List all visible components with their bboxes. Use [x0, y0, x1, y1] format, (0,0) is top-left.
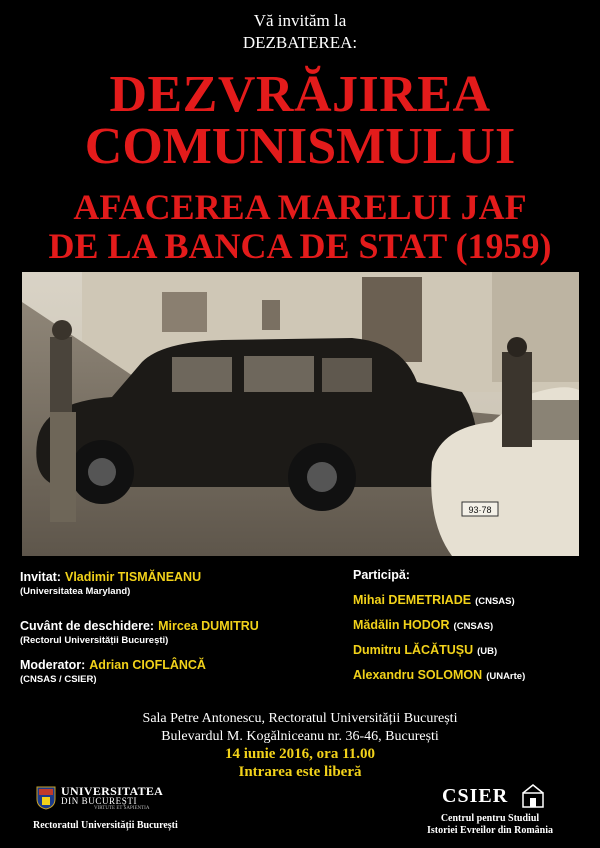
opening-name: Mircea DUMITRU [158, 619, 259, 633]
participant-item [353, 616, 525, 634]
csier-logo [440, 783, 550, 813]
participants-label: Participă: [353, 568, 410, 582]
university-motto: VIRTUTE ET SAPIENTIA [94, 806, 150, 811]
participant-affiliation: (CNSAS) [475, 596, 515, 607]
participant-name: Alexandru SOLOMON [353, 668, 483, 682]
subtitle-line-1: AFACEREA MARELUI JAF [73, 187, 527, 227]
venue-line-1: Sala Petre Antonescu, Rectoratul Universității București [142, 711, 458, 726]
venue-line-2: Bulevardul M. Kogălniceanu nr. 36-46, București [161, 729, 439, 744]
participant-name: Mădălin HODOR [353, 618, 450, 632]
main-title-line-1: DEZVRĂJIREA [109, 66, 491, 123]
university-name-1: UNIVERSITATEA [61, 784, 164, 798]
historic-photo [22, 272, 579, 556]
invitation-text [0, 10, 600, 54]
participant-name: Dumitru LĂCĂTUȘU [353, 643, 474, 657]
event-date: 14 iunie 2016, ora 11.00 [224, 746, 375, 762]
rectorate-caption: Rectoratul Universității București [33, 820, 178, 831]
invited-affiliation: (Universitatea Maryland) [20, 586, 131, 597]
university-logo [36, 784, 196, 810]
participant-affiliation: (CNSAS) [453, 621, 494, 632]
csier-wordmark: CSIER [442, 785, 509, 807]
participant-name: Mihai DEMETRIADE [353, 593, 472, 607]
csier-caption-2: Istoriei Evreilor din România [426, 825, 554, 836]
participants-block [353, 568, 525, 684]
main-title-line-2: COMUNISMULUI [84, 118, 516, 175]
university-name-2: DIN BUCUREȘTI [61, 796, 138, 806]
opening-label: Cuvânt de deschidere: [20, 619, 155, 633]
participant-item [353, 591, 525, 609]
opening-affiliation: (Rectorul Universității București) [20, 635, 169, 646]
moderator-affiliation: (CNSAS / CSIER) [20, 674, 97, 685]
csier-caption-1: Centrul pentru Studiul [440, 813, 540, 824]
subtitle-line-2: DE LA BANCA DE STAT (1959) [48, 226, 552, 266]
participant-item [353, 641, 525, 659]
moderator-name: Adrian CIOFLÂNCĂ [89, 658, 206, 672]
license-plate: 93·78 [468, 505, 492, 515]
moderator-block [20, 656, 206, 685]
invited-name: Vladimir TISMĂNEANU [64, 570, 202, 584]
university-crest-icon [36, 786, 56, 810]
participant-affiliation: (UB) [477, 646, 498, 657]
invite-line-2: DEZBATEREA: [242, 33, 358, 52]
moderator-label: Moderator: [20, 658, 86, 672]
invited-block [20, 568, 201, 597]
participant-item [353, 666, 525, 684]
entry-note: Intrarea este liberă [238, 764, 362, 780]
opening-block [20, 617, 259, 646]
synagogue-icon [520, 783, 546, 809]
invited-label: Invitat: [20, 570, 61, 584]
participant-affiliation: (UNArte) [486, 671, 526, 682]
invite-line-1: Vă invităm la [253, 11, 347, 30]
csier-caption [400, 813, 580, 837]
